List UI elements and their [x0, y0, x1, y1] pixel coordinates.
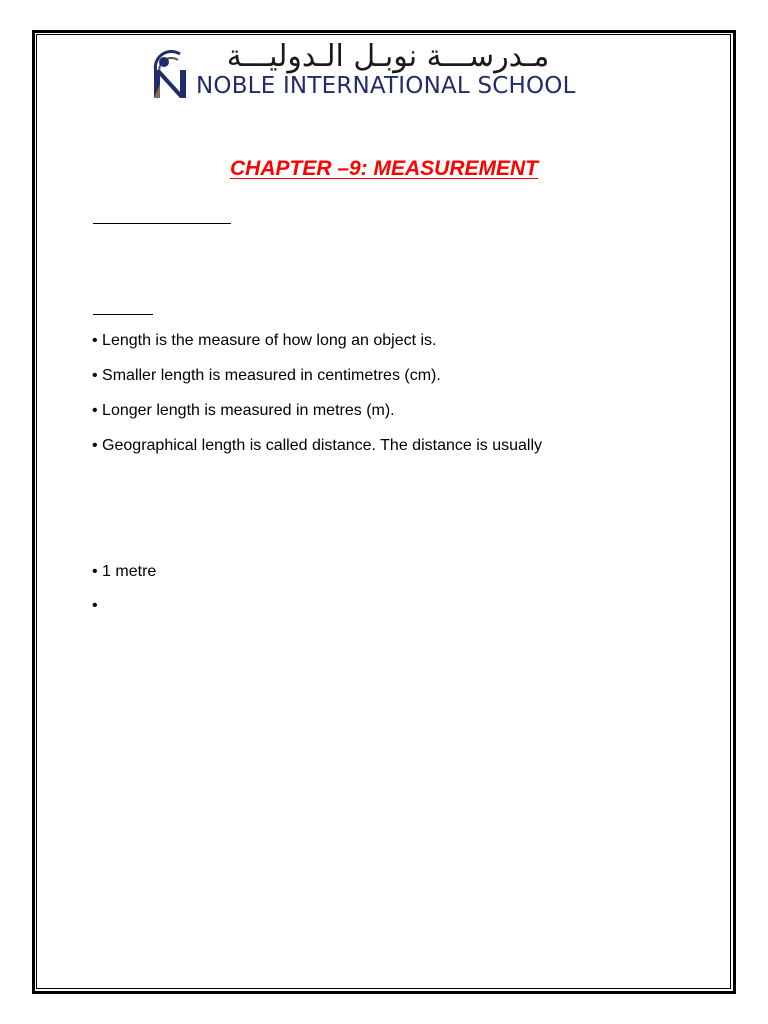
blank-subheading-line [93, 314, 153, 315]
list-item: • Smaller length is measured in centimetres (cm). [92, 367, 441, 384]
school-logo [150, 40, 580, 102]
school-name-arabic: مـدرســـة نوبـل الـدوليـــة [226, 39, 550, 74]
school-name-english: NOBLE INTERNATIONAL SCHOOL [196, 73, 576, 99]
list-item: • Longer length is measured in metres (m). [92, 402, 395, 419]
list-item: • Length is the measure of how long an object is. [92, 332, 437, 349]
chapter-title: CHAPTER –9: MEASUREMENT [229, 157, 539, 180]
school-emblem-icon [150, 44, 192, 100]
list-item: • 1 metre [92, 563, 157, 580]
list-item: • Geographical length is called distance. The distance is usually [92, 437, 543, 454]
list-item: • [92, 597, 98, 614]
blank-heading-line [93, 223, 231, 224]
page-bottom-rule [32, 992, 736, 993]
